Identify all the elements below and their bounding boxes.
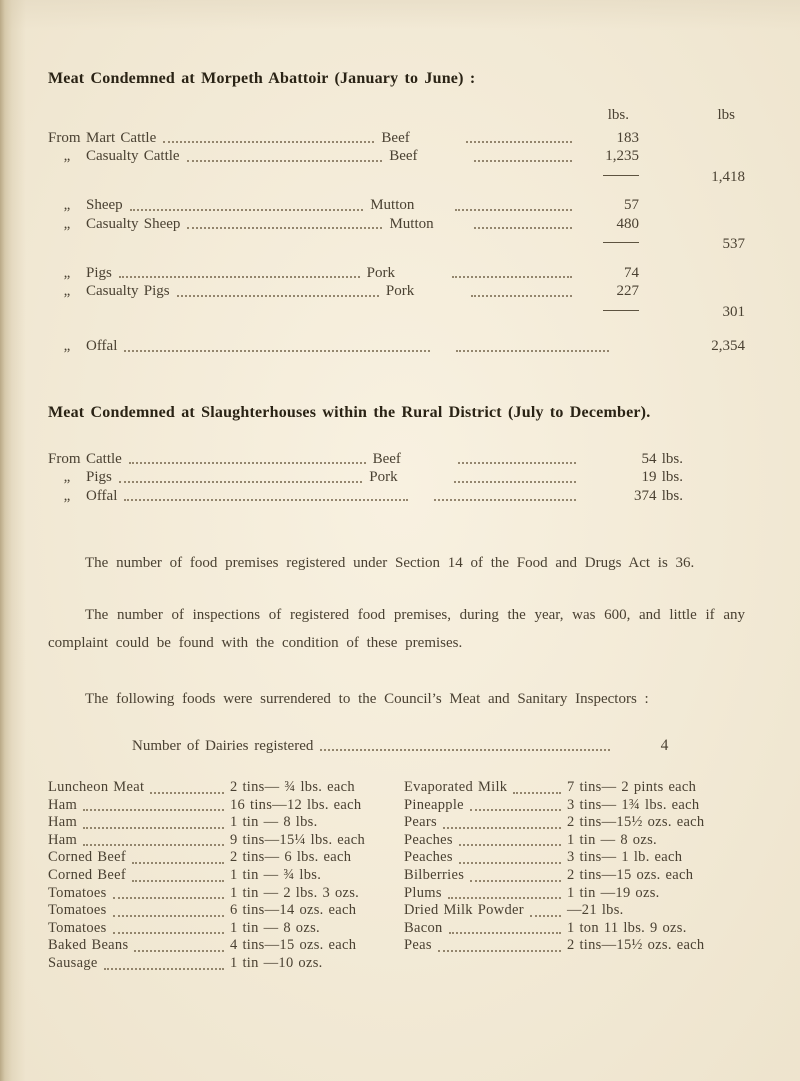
food-quantity: —21 lbs. <box>567 902 624 919</box>
condemned-row-sheep <box>48 196 745 215</box>
dotted-leader <box>83 809 224 811</box>
food-quantity: 1 ton 11 lbs. 9 ozs. <box>567 919 687 936</box>
dotted-leader <box>187 160 383 162</box>
food-item-row <box>404 814 745 832</box>
row-prefix: From <box>48 129 81 146</box>
food-quantity: 2 tins—15 ozs. each <box>567 866 694 883</box>
dotted-leader <box>113 897 224 899</box>
row-source: Casualty Sheep <box>86 215 181 232</box>
food-item-row <box>48 885 400 903</box>
food-item-row <box>404 832 745 850</box>
subtotal-row-sheep <box>48 235 745 254</box>
paragraph-food-premises: The number of food premises registered under Section 14 of the Food and Drugs Act is 36. <box>85 555 695 571</box>
rural-row-cattle <box>48 450 745 469</box>
food-label: Luncheon Meat <box>48 779 145 795</box>
dotted-leader <box>470 880 561 882</box>
row-source: Casualty Cattle <box>86 148 180 164</box>
dotted-leader <box>470 809 561 811</box>
dotted-leader <box>83 827 224 829</box>
cattle-group <box>48 129 745 187</box>
dotted-leader <box>129 462 366 464</box>
food-label: Peas <box>404 937 432 954</box>
row-prefix: From <box>48 450 81 467</box>
food-label: Dried Milk Powder <box>404 902 524 919</box>
food-quantity: 2 tins—15½ ozs. each <box>567 937 705 954</box>
row-source: Mart Cattle <box>86 129 157 146</box>
row-meat: Pork <box>385 283 415 299</box>
dotted-leader <box>124 350 430 352</box>
food-quantity: 3 tins— 1¾ lbs. each <box>567 796 700 813</box>
unit-label-col2: lbs <box>717 107 735 123</box>
food-label: Ham <box>48 814 78 831</box>
dotted-leader <box>474 227 572 229</box>
dotted-leader <box>113 915 224 917</box>
food-quantity: 4 tins—15 ozs. each <box>230 937 357 954</box>
food-item-row <box>48 849 400 867</box>
subtotal-value: 1,418 <box>711 168 745 185</box>
food-quantity: 9 tins—15¼ lbs. each <box>230 831 366 848</box>
condemned-row-pigs <box>48 264 745 283</box>
dotted-leader <box>132 862 224 864</box>
row-prefix-ditto: „ <box>63 283 71 299</box>
row-prefix-ditto: „ <box>63 197 71 213</box>
row-weight: 227 <box>616 283 639 299</box>
food-quantity: 2 tins— 6 lbs. each <box>230 849 352 866</box>
row-meat: Beef <box>381 129 410 146</box>
food-quantity: 1 tin —10 ozs. <box>230 954 323 971</box>
row-meat: Mutton <box>389 215 434 232</box>
dotted-leader <box>448 897 561 899</box>
dotted-leader <box>513 792 561 794</box>
food-label: Pears <box>404 814 437 831</box>
food-quantity: 1 tin — 2 lbs. 3 ozs. <box>230 884 360 901</box>
subtotal-rule-cell <box>579 168 639 187</box>
row-meat: Mutton <box>370 197 415 213</box>
condemned-row-casualty-pigs <box>48 282 745 301</box>
dotted-leader <box>438 950 561 952</box>
row-source: Offal <box>86 487 118 504</box>
food-label: Peaches <box>404 849 453 866</box>
food-label: Corned Beef <box>48 866 126 883</box>
row-meat: Pork <box>369 469 398 485</box>
dotted-leader <box>187 227 382 229</box>
subtotal-value: 537 <box>722 236 745 252</box>
food-quantity: 16 tins—12 lbs. each <box>230 796 362 813</box>
unit-label-col1: lbs. <box>607 107 629 123</box>
dotted-leader <box>530 915 561 917</box>
condemned-row-mart-cattle <box>48 129 745 148</box>
row-source: Pigs <box>86 469 112 485</box>
food-quantity: 6 tins—14 ozs. each <box>230 902 357 919</box>
condemned-row-casualty-sheep <box>48 215 745 234</box>
food-label: Pineapple <box>404 796 464 813</box>
dotted-leader <box>83 844 224 846</box>
dotted-leader <box>456 350 609 352</box>
food-quantity: 3 tins— 1 lb. each <box>567 849 683 866</box>
subtotal-row-cattle <box>48 168 745 187</box>
row-prefix-ditto: „ <box>63 487 71 504</box>
row-weight: 480 <box>616 215 639 232</box>
food-item-row <box>404 937 745 955</box>
dotted-leader <box>119 481 362 483</box>
dotted-leader <box>150 792 224 794</box>
dotted-leader <box>132 880 224 882</box>
food-item-row <box>48 937 400 955</box>
row-meat: Beef <box>372 450 401 467</box>
row-prefix-ditto: „ <box>63 264 71 281</box>
food-item-row <box>48 920 400 938</box>
food-item-row <box>404 902 745 920</box>
dotted-leader <box>163 141 374 143</box>
food-quantity: 2 tins— ¾ lbs. each <box>230 779 355 795</box>
food-item-row <box>48 902 400 920</box>
dairies-label: Number of Dairies registered <box>132 738 314 754</box>
dairies-count: 4 <box>660 737 669 754</box>
food-item-row <box>404 849 745 867</box>
dotted-leader <box>130 209 364 211</box>
food-label: Ham <box>48 796 78 813</box>
subtotal-rule <box>603 242 639 243</box>
row-meat: Beef <box>389 148 418 164</box>
row-source: Sheep <box>86 197 123 213</box>
food-quantity: 1 tin —19 ozs. <box>567 884 660 901</box>
row-prefix-ditto: „ <box>63 469 71 485</box>
paragraph-inspections: The number of inspections of registered food premises, during the year, was 600, and little if any complaint could be found with the condition of these premises. <box>48 607 745 651</box>
subtotal-row-pigs <box>48 303 745 322</box>
food-item-row <box>48 779 400 797</box>
row-weight: 54 lbs. <box>641 450 683 467</box>
row-weight: 1,235 <box>605 148 639 164</box>
dairies-registered-row <box>132 737 712 755</box>
dotted-leader <box>454 481 576 483</box>
dotted-leader <box>474 160 572 162</box>
unit-header-row <box>48 106 745 125</box>
dotted-leader <box>458 462 576 464</box>
subtotal-rule-cell <box>579 235 639 254</box>
row-weight: 374 lbs. <box>633 487 683 504</box>
food-item-row <box>48 955 400 973</box>
condemned-row-offal <box>48 337 745 356</box>
row-weight: 74 <box>624 264 639 281</box>
row-prefix-ditto: „ <box>63 215 71 232</box>
surrendered-foods-left-column <box>48 779 400 973</box>
dotted-leader <box>134 950 224 952</box>
dotted-leader <box>119 276 360 278</box>
food-item-row <box>404 867 745 885</box>
food-label: Bacon <box>404 919 443 936</box>
dotted-leader <box>124 499 408 501</box>
subtotal-rule <box>603 310 639 311</box>
dotted-leader <box>449 932 561 934</box>
food-item-row <box>48 797 400 815</box>
row-source: Pigs <box>86 264 112 281</box>
dotted-leader <box>320 749 610 751</box>
row-prefix-ditto: „ <box>63 338 71 354</box>
dotted-leader <box>443 827 561 829</box>
row-weight: 183 <box>616 129 639 146</box>
food-label: Tomatoes <box>48 919 107 936</box>
rural-table <box>48 450 745 506</box>
surrendered-foods-list <box>48 779 745 973</box>
food-quantity: 1 tin — 8 lbs. <box>230 814 318 831</box>
dotted-leader <box>177 295 379 297</box>
food-label: Ham <box>48 831 78 848</box>
rural-row-pigs <box>48 468 745 487</box>
food-item-row <box>404 885 745 903</box>
food-item-row <box>48 832 400 850</box>
subtotal-rule <box>603 175 639 176</box>
condemned-row-casualty-cattle <box>48 147 745 166</box>
food-label: Tomatoes <box>48 884 107 901</box>
offal-total-value: 2,354 <box>711 338 745 354</box>
food-quantity: 1 tin — 8 ozs. <box>567 831 657 848</box>
row-source: Cattle <box>86 450 122 467</box>
subtotal-rule-cell <box>579 303 639 322</box>
food-label: Corned Beef <box>48 849 126 866</box>
dotted-leader <box>471 295 572 297</box>
paragraph-surrendered-intro: The following foods were surrendered to the Council’s Meat and Sanitary Inspectors : <box>85 691 649 707</box>
food-label: Tomatoes <box>48 902 107 919</box>
dotted-leader <box>466 141 572 143</box>
food-label: Bilberries <box>404 866 465 883</box>
food-label: Peaches <box>404 831 453 848</box>
food-quantity: 1 tin — 8 ozs. <box>230 919 320 936</box>
food-quantity: 2 tins—15½ ozs. each <box>567 814 705 831</box>
food-label: Baked Beans <box>48 937 129 954</box>
food-label: Plums <box>404 884 442 901</box>
dotted-leader <box>434 499 576 501</box>
row-weight: 57 <box>624 197 639 213</box>
dotted-leader <box>459 844 561 846</box>
food-item-row <box>404 779 745 797</box>
food-quantity: 7 tins— 2 pints each <box>567 779 697 795</box>
abattoir-section-title: Meat Condemned at Morpeth Abattoir (January to June) : <box>48 70 476 87</box>
surrendered-foods-right-column <box>400 779 745 973</box>
food-item-row <box>48 814 400 832</box>
row-prefix-ditto: „ <box>63 148 71 164</box>
dotted-leader <box>455 209 572 211</box>
food-item-row <box>404 797 745 815</box>
dotted-leader <box>104 968 224 970</box>
rural-section-title: Meat Condemned at Slaughterhouses within the Rural District (July to December). <box>48 403 651 421</box>
food-label: Evaporated Milk <box>404 779 508 795</box>
dotted-leader <box>452 276 572 278</box>
food-label: Sausage <box>48 954 98 971</box>
sheep-group <box>48 196 745 254</box>
dotted-leader <box>113 932 224 934</box>
subtotal-value: 301 <box>722 303 745 320</box>
food-item-row <box>48 867 400 885</box>
rural-row-offal <box>48 487 745 506</box>
row-source: Casualty Pigs <box>86 283 170 299</box>
food-quantity: 1 tin — ¾ lbs. <box>230 866 322 883</box>
row-source: Offal <box>86 338 118 354</box>
dotted-leader <box>459 862 561 864</box>
food-item-row <box>404 920 745 938</box>
pigs-group <box>48 264 745 322</box>
row-meat: Pork <box>366 264 395 281</box>
row-weight: 19 lbs. <box>641 469 683 485</box>
